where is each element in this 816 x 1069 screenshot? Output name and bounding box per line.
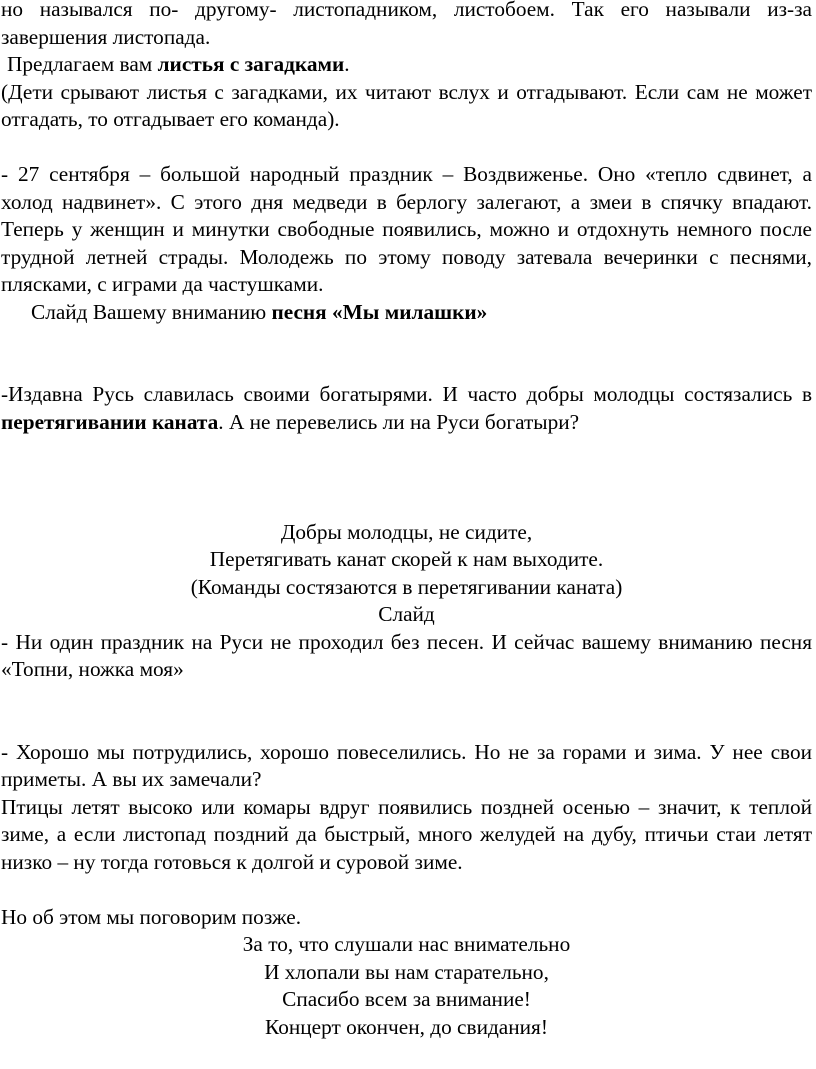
paragraph-song-milashki bbox=[1, 299, 812, 327]
blank-lines bbox=[1, 436, 812, 519]
verse-line: И хлопали вы нам старательно, bbox=[264, 959, 549, 984]
blank-lines bbox=[1, 326, 812, 381]
paragraph-riddles-instructions: (Дети срывают листья с загадками, их читают вслух и отгадывают. Если сам не может отгадать, то отгадывает его команда). bbox=[1, 79, 812, 131]
verse-line: Слайд bbox=[378, 602, 435, 626]
tug-of-war-text: -Издавна Русь славилась своими богатырями. И часто добры молодцы состязались в bbox=[1, 382, 812, 406]
riddles-offer-tail: . bbox=[344, 52, 350, 76]
song-milashki-text: Слайд Вашему вниманию bbox=[31, 299, 272, 324]
verse-line: Перетягивать канат скорей к нам выходите. bbox=[209, 547, 604, 571]
riddles-offer-bold: листья с загадками bbox=[157, 52, 345, 76]
paragraph-talk-later: Но об этом мы поговорим позже. bbox=[1, 904, 302, 929]
blank-lines bbox=[1, 684, 812, 739]
verse-line: Концерт окончен, до свидания! bbox=[265, 1014, 548, 1039]
paragraph-riddles-offer bbox=[1, 51, 812, 79]
riddles-offer-text: Предлагаем вам bbox=[7, 52, 158, 76]
paragraph-leaf-fall-name: но назывался по- другому- листопадником, листобоем. Так его называли из-за завершения листопада. bbox=[1, 0, 812, 49]
paragraph-winter-signs: Птицы летят высоко или комары вдруг появились поздней осенью – значит, к теплой зиме, а если листопад поздний да быстрый, много желудей на дубу, птичьи стаи летят низко – ну тогда готовься к долгой и суровой зиме. bbox=[1, 794, 812, 874]
tug-of-war-bold: перетягивании каната bbox=[1, 409, 219, 434]
paragraph-winter-coming: - Хорошо мы потрудились, хорошо повеселились. Но не за горами и зима. У нее свои приметы. А вы их замечали? bbox=[1, 739, 812, 791]
verse-line: Спасибо всем за внимание! bbox=[282, 987, 531, 1011]
song-milashki-bold: песня «Мы милашки» bbox=[271, 299, 488, 324]
paragraph-vozdvizhenie: - 27 сентября – большой народный праздник – Воздвиженье. Оно «тепло сдвинет, а холод надвинет». С этого дня медведи в берлогу залегают, а змеи в спячку впадают. Теперь у женщин и минутки свободные появились, можно и отдохнуть немного после трудной летней страды. Молодежь по этому поводу затевала вечеринки с песнями, плясками, с играми да частушками. bbox=[1, 162, 812, 296]
paragraph-tug-of-war bbox=[1, 381, 812, 436]
verse-line: Добры молодцы, не сидите, bbox=[280, 519, 533, 544]
verse-line: (Команды состязаются в перетягивании каната) bbox=[190, 574, 623, 599]
verse-farewell bbox=[1, 931, 812, 1041]
verse-tug-of-war bbox=[1, 519, 812, 629]
blank-line bbox=[1, 876, 812, 904]
paragraph-song-topni: - Ни один праздник на Руси не проходил без песен. И сейчас вашему вниманию песня «Топни, ножка моя» bbox=[1, 629, 812, 681]
tug-of-war-tail: . А не перевелись ли на Руси богатыри? bbox=[218, 409, 580, 434]
verse-line: За то, что слушали нас внимательно bbox=[242, 932, 571, 956]
blank-line bbox=[1, 134, 812, 162]
